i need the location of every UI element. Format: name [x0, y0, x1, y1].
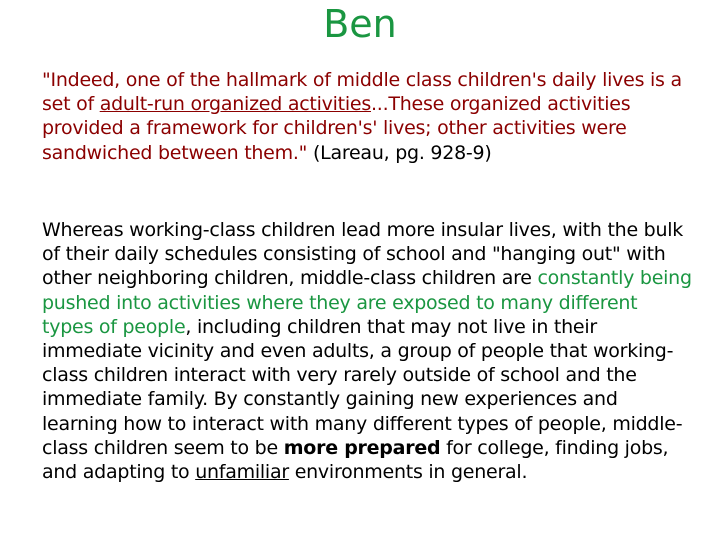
body-bold-phrase: more prepared: [283, 436, 441, 459]
body-highlight-phrase: constantly being pushed into activities where they are exposed to many different types of people: [42, 267, 692, 338]
body-underlined-word: unfamiliar: [195, 461, 289, 484]
body-text-start: Whereas working-class children lead more insular lives, with the bulk of their daily schedules consisting of school and "hanging out" with other neighboring children, middle-class children are: [42, 219, 684, 290]
body-text-end: environments in general.: [288, 461, 528, 484]
body-text-continuation: for college, finding jobs, and adapting to: [42, 436, 669, 484]
body-paragraph: [42, 218, 692, 484]
quote-citation: (Lareau, pg. 928-9): [312, 141, 492, 164]
quote-paragraph: [42, 68, 692, 165]
quote-text-end: ...These organized activities provided a framework for children's' lives; other activities were sandwiched between them.": [42, 93, 631, 164]
body-text-middle: , including children that may not live in their immediate vicinity and even adults, a group of people that working-class children interact with very rarely outside of school and the immediate family. By constantly gaining new experiences and learning how to interact with many different types of people, middle-class children seem to be: [42, 315, 683, 459]
quote-text-start: "Indeed, one of the hallmark of middle class children's daily lives is a set of: [42, 69, 682, 116]
slide-title: Ben: [323, 2, 397, 46]
quote-underlined-phrase: adult-run organized activities: [99, 93, 371, 116]
